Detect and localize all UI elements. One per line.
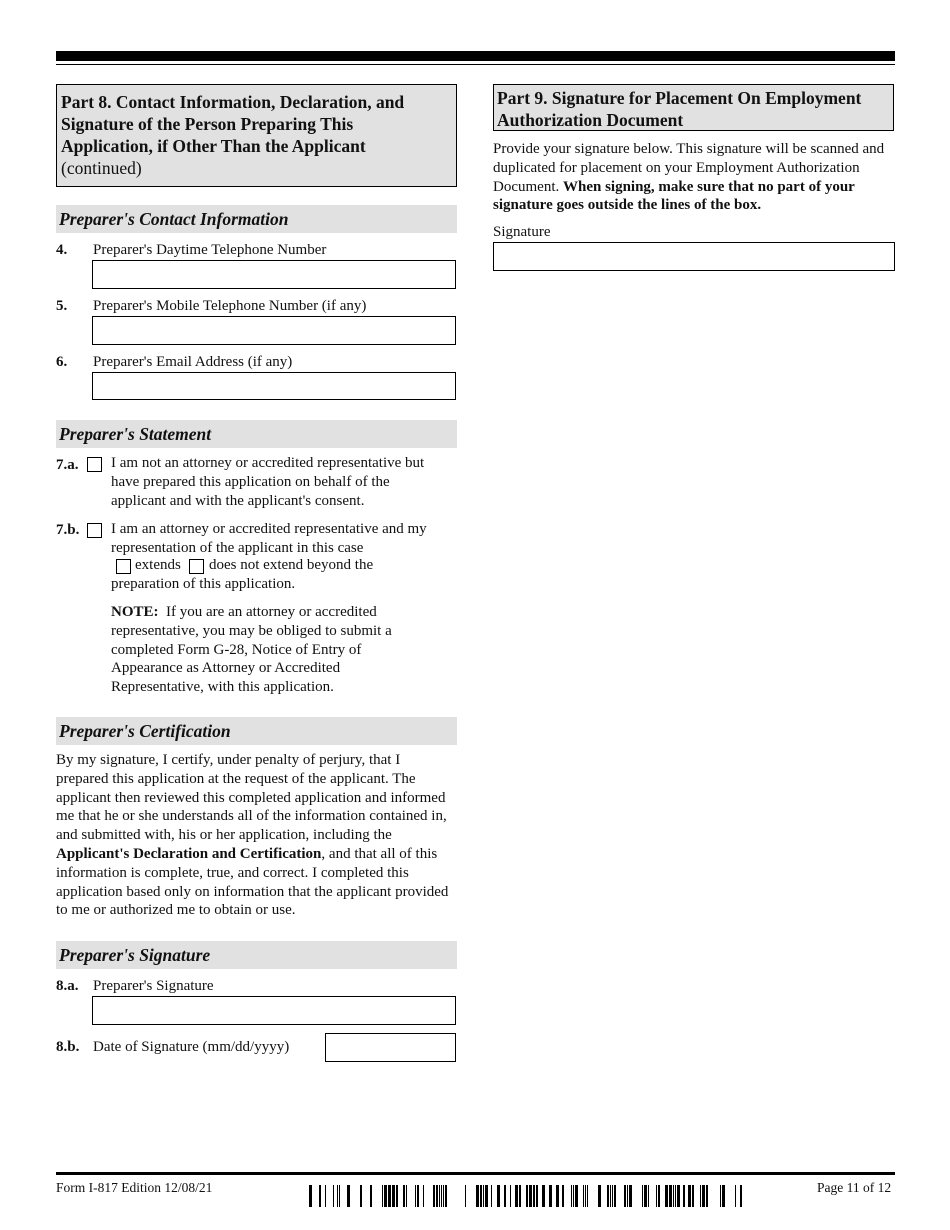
item-7a-checkbox[interactable]: [87, 457, 102, 472]
daytime-phone-field[interactable]: [92, 260, 456, 289]
date-of-signature-field[interactable]: [325, 1033, 456, 1062]
item-7b-checkbox[interactable]: [87, 523, 102, 538]
footer-page-number: Page 11 of 12: [817, 1180, 892, 1195]
daytime-phone-label: Preparer's Daytime Telephone Number: [93, 242, 327, 258]
top-rule-thick: [56, 51, 895, 61]
item-8b-number: 8.b.: [56, 1039, 80, 1055]
certification-text-bold: Applicant's Declaration and Certification: [56, 845, 322, 862]
part9-signature-label: Signature: [493, 224, 551, 240]
signature-section-header: Preparer's Signature: [56, 941, 457, 969]
item-7b-text-end: preparation of this application.: [111, 576, 296, 592]
footer-form-id: Form I-817 Edition 12/08/21: [56, 1180, 213, 1195]
note-text: If you are an attorney or accredited representative, you may be obliged to submit a completed Form G-28, Notice of Entry of Appearance as Attorney or Accredited Representative, with this application.: [111, 604, 392, 696]
extends-label: extends: [135, 557, 181, 573]
date-of-signature-label: Date of Signature (mm/dd/yyyy): [93, 1039, 290, 1055]
item-5-number: 5.: [56, 298, 68, 314]
certification-section-header: Preparer's Certification: [56, 717, 457, 745]
note-label: NOTE:: [111, 604, 159, 620]
not-extend-checkbox[interactable]: [189, 559, 204, 574]
item-6-number: 6.: [56, 354, 68, 370]
part9-header: [493, 84, 894, 131]
part9-text-plain: Provide your signature below. This signature will be scanned and duplicated for placement on your Employment Authorization Document.: [493, 141, 885, 195]
bottom-rule: [56, 1172, 895, 1175]
email-field[interactable]: [92, 372, 456, 400]
preparer-signature-field[interactable]: [92, 996, 456, 1025]
top-rule-thin: [56, 64, 895, 65]
item-7b-text: I am an attorney or accredited representative and my representation of the applicant in this case: [111, 521, 427, 556]
part8-header: [56, 84, 457, 187]
part9-paragraph: [493, 140, 898, 215]
part9-signature-field[interactable]: [493, 242, 895, 271]
item-4-number: 4.: [56, 242, 68, 258]
note-paragraph: [111, 603, 416, 697]
certification-paragraph: [56, 751, 454, 920]
statement-section-header: Preparer's Statement: [56, 420, 457, 448]
extends-checkbox[interactable]: [116, 559, 131, 574]
email-label: Preparer's Email Address (if any): [93, 354, 293, 370]
item-7b-number: 7.b.: [56, 522, 80, 538]
part9-text-bold: When signing, make sure that no part of your signature goes outside the lines of the box.: [493, 178, 855, 214]
mobile-phone-field[interactable]: [92, 316, 456, 345]
part8-title: Part 8. Contact Information, Declaration, and Signature of the Person Preparing This Application, if Other Than the Applicant: [61, 92, 405, 156]
contact-section-header: Preparer's Contact Information: [56, 205, 457, 233]
item-7a-number: 7.a.: [56, 457, 79, 473]
item-7a-text: I am not an attorney or accredited representative but have prepared this application on behalf of the applicant and with the applicant's consent.: [111, 455, 425, 509]
mobile-phone-label: Preparer's Mobile Telephone Number (if any): [93, 298, 367, 314]
certification-text-1: By my signature, I certify, under penalty of perjury, that I prepared this application at the request of the applicant. The applicant then reviewed this completed application and informed me that he or she understands all of the information contained in, and submitted with, his or her application, including the: [56, 752, 447, 844]
part8-continued: (continued): [61, 158, 142, 178]
barcode: [309, 1185, 743, 1207]
certification-text-2: , and that all of this information is complete, true, and correct. I completed this application based only on information that the applicant provided to me or authorized me to obtain or use.: [56, 845, 449, 919]
item-8a-number: 8.a.: [56, 978, 79, 994]
preparer-signature-label: Preparer's Signature: [93, 978, 214, 994]
not-extend-label: does not extend beyond the: [209, 557, 374, 573]
part9-title: Part 9. Signature for Placement On Employment Authorization Document: [497, 88, 862, 130]
